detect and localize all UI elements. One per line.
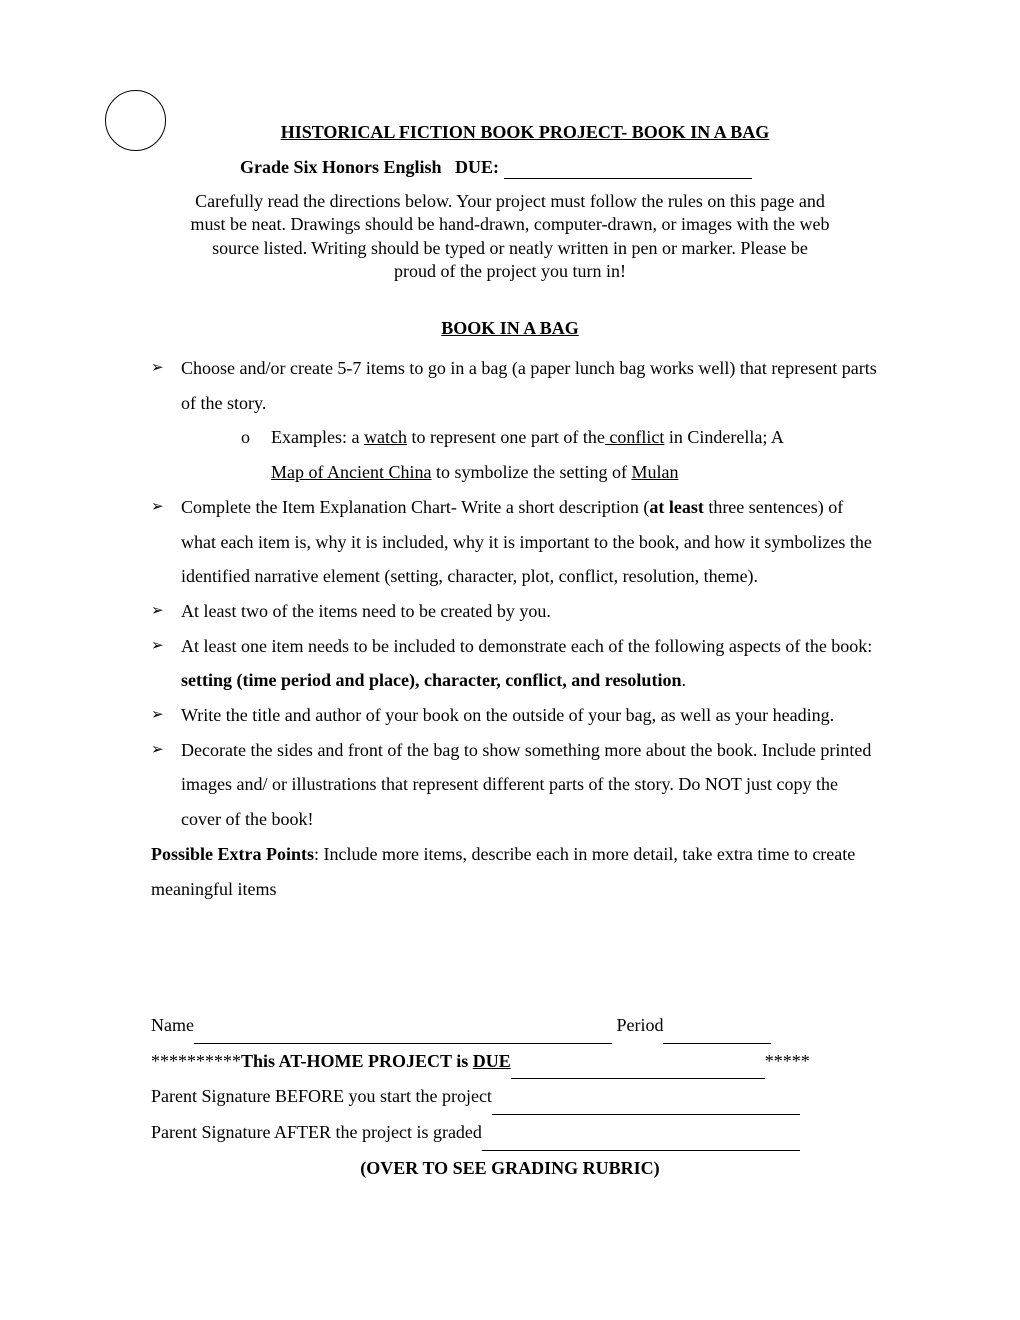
item-text: Choose and/or create 5-7 items to go in a bag (a paper lunch bag works well) that represent parts of the story. — [181, 358, 877, 413]
text: Examples: a — [271, 427, 364, 448]
arrow-bullet-icon: ➢ — [151, 741, 164, 758]
stars: ***** — [764, 1050, 810, 1071]
due-field[interactable] — [511, 1044, 765, 1080]
circle-bullet-icon: o — [241, 427, 250, 448]
text-mulan: Mulan — [631, 462, 679, 483]
arrow-bullet-icon: ➢ — [151, 498, 164, 515]
text: to represent one part of the — [406, 427, 605, 448]
list-item — [151, 733, 881, 837]
list-item — [151, 351, 881, 420]
intro-line: Carefully read the directions below. Your project must follow the rules on this page and — [195, 191, 825, 211]
due-text: This AT-HOME PROJECT is — [241, 1050, 473, 1071]
name-label: Name — [151, 1015, 194, 1035]
arrow-bullet-icon: ➢ — [151, 360, 164, 376]
item-text: Write the title and author of your book on the outside of your bag, as well as your heading. — [181, 705, 835, 726]
directions-list — [151, 351, 881, 906]
list-item — [151, 490, 881, 594]
name-period-row — [151, 1008, 891, 1044]
name-field[interactable] — [194, 1008, 612, 1044]
intro-line: source listed. Writing should be typed or neatly written in pen or marker. Please be — [212, 237, 808, 258]
arrow-bullet-icon: ➢ — [151, 707, 164, 724]
intro-paragraph — [140, 190, 880, 283]
due-word: DUE — [472, 1050, 511, 1071]
text-conflict: conflict — [604, 427, 665, 448]
sig-after-field[interactable] — [482, 1115, 800, 1151]
sig-after-row — [151, 1115, 891, 1151]
intro-line: proud of the project you turn in! — [394, 260, 626, 281]
text-map: Map of Ancient China — [271, 462, 432, 483]
period-field[interactable] — [663, 1008, 771, 1044]
document-title: HISTORICAL FICTION BOOK PROJECT- BOOK IN A BAG — [280, 122, 770, 142]
form-section — [151, 1008, 891, 1186]
sig-before-row — [151, 1079, 891, 1115]
subtitle-text: Grade Six Honors English DUE: — [240, 157, 504, 177]
due-date-blank[interactable] — [504, 157, 752, 179]
text: . — [681, 670, 686, 691]
extra-points — [151, 837, 881, 906]
text: At least one item needs to be included to demonstrate each of the following aspects of the book: — [181, 635, 873, 656]
text-watch: watch — [363, 427, 407, 448]
sub-list-item — [151, 420, 881, 489]
text-bold: at least — [649, 496, 704, 517]
text: to symbolize the setting of — [431, 462, 632, 483]
sig-before-label: Parent Signature BEFORE you start the project — [151, 1086, 492, 1107]
sig-before-field[interactable] — [492, 1079, 800, 1115]
item-text: At least two of the items need to be created by you. — [181, 600, 551, 621]
due-row — [151, 1044, 891, 1080]
intro-line: must be neat. Drawings should be hand-drawn, computer-drawn, or images with the web — [190, 214, 830, 235]
arrow-bullet-icon: ➢ — [151, 602, 164, 619]
list-item — [151, 629, 881, 698]
section-heading: BOOK IN A BAG — [441, 318, 579, 338]
over-note: (OVER TO SEE GRADING RUBRIC) — [360, 1157, 660, 1178]
subtitle — [240, 157, 752, 179]
list-item — [151, 594, 881, 629]
text: three sentences) of what each item is, why it is included, why it is important to the book, and how it symbolizes the identified narrative element (setting, character, plot, conflict, resolution, theme). — [181, 496, 872, 587]
text-bold: setting (time period and place), character, conflict, and resolution — [181, 670, 682, 691]
arrow-bullet-icon: ➢ — [151, 637, 164, 654]
extra-label: Possible Extra Points — [151, 843, 315, 864]
stars: ********** — [151, 1050, 241, 1071]
list-item — [151, 698, 881, 733]
item-text: Decorate the sides and front of the bag to show something more about the book. Include printed images and/ or illustrations that represent different parts of the story. Do NOT just copy the cover of the book! — [181, 739, 872, 830]
text: in Cinderella; A — [664, 427, 784, 448]
sig-after-label: Parent Signature AFTER the project is graded — [151, 1122, 482, 1143]
period-label: Period — [616, 1015, 664, 1035]
extra-text: : Include more items, describe each in more detail, take extra time to create meaningful items — [151, 843, 856, 899]
text: Complete the Item Explanation Chart- Write a short description ( — [181, 496, 650, 517]
